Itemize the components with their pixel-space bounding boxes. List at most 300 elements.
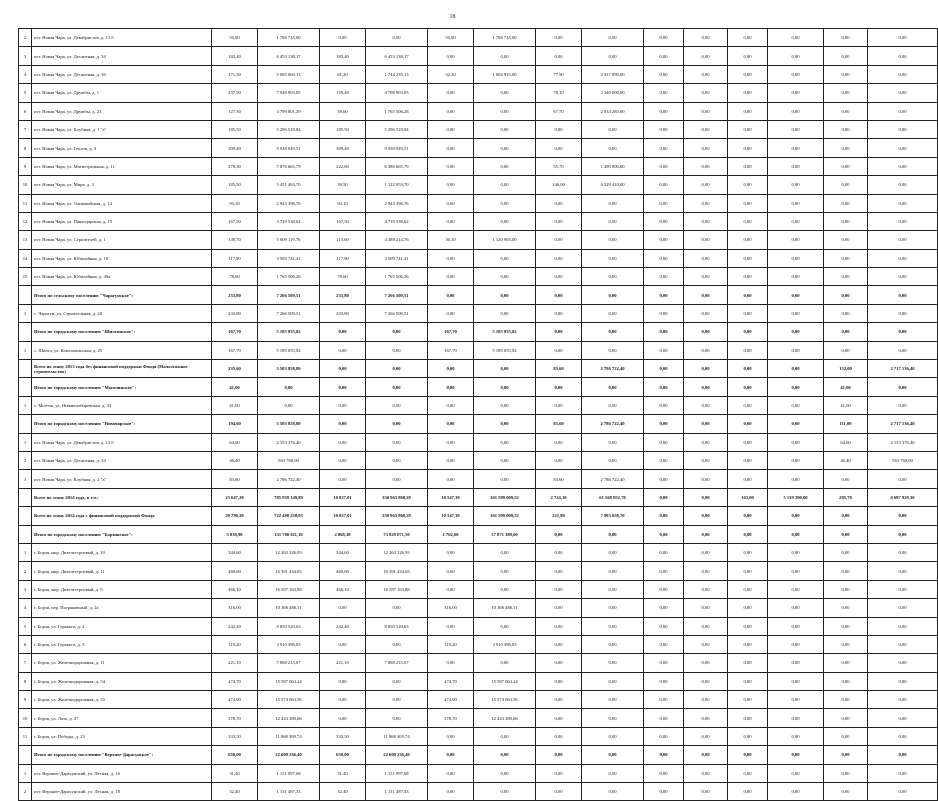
- value-cell: 0,00: [728, 231, 768, 249]
- value-cell: 0,00: [768, 360, 824, 378]
- table-row: [19, 268, 938, 286]
- value-cell: 0,00: [728, 746, 768, 764]
- value-cell: 0,00: [728, 507, 768, 525]
- value-cell: 0,00: [582, 323, 644, 341]
- value-cell: 0,00: [768, 433, 824, 451]
- value-cell: 378,70: [212, 709, 258, 727]
- value-cell: 0,00: [320, 341, 366, 359]
- value-cell: 46,40: [212, 451, 258, 469]
- value-cell: 0,00: [536, 727, 582, 745]
- value-cell: 0,00: [428, 249, 474, 267]
- value-cell: 0,00: [684, 709, 728, 727]
- address-cell: пгт. Новая Чара, ул. Десантная, д. 36: [32, 65, 212, 83]
- value-cell: 0,00: [728, 341, 768, 359]
- value-cell: 0,00: [684, 654, 728, 672]
- value-cell: 221,10: [212, 654, 258, 672]
- value-cell: 0,00: [258, 396, 320, 414]
- value-cell: 242,40: [212, 617, 258, 635]
- value-cell: 73 829 071,50: [366, 525, 428, 543]
- value-cell: 0,00: [536, 396, 582, 414]
- value-cell: 0,00: [684, 488, 728, 506]
- value-cell: 7 868 215,67: [258, 654, 320, 672]
- row-number: 6: [19, 635, 32, 653]
- value-cell: 0,00: [474, 378, 536, 396]
- value-cell: 10 547,39: [428, 488, 474, 506]
- value-cell: 0,00: [868, 580, 938, 598]
- value-cell: 0,00: [536, 525, 582, 543]
- value-cell: 0,00: [684, 415, 728, 433]
- table-row: [19, 194, 938, 212]
- value-cell: 0,00: [536, 194, 582, 212]
- value-cell: 0,00: [644, 691, 684, 709]
- value-cell: 10 547,39: [428, 507, 474, 525]
- value-cell: 344,60: [212, 543, 258, 561]
- value-cell: 0,00: [728, 286, 768, 304]
- value-cell: 0,00: [644, 360, 684, 378]
- total-label: Итого по городскому поселению "Шилгинское":: [32, 323, 212, 341]
- table-row: [19, 341, 938, 359]
- value-cell: 0,00: [728, 562, 768, 580]
- value-cell: 0,00: [428, 139, 474, 157]
- value-cell: 0,00: [684, 268, 728, 286]
- value-cell: 0,00: [582, 525, 644, 543]
- value-cell: 0,00: [644, 709, 684, 727]
- value-cell: 78,10: [536, 84, 582, 102]
- value-cell: 0,00: [824, 783, 868, 801]
- value-cell: 0,00: [824, 580, 868, 598]
- value-cell: 0,00: [684, 580, 728, 598]
- value-cell: 0,00: [824, 194, 868, 212]
- value-cell: 0,00: [582, 341, 644, 359]
- address-cell: пгт. Новая Чара, ул. Павлодарская, д. 15: [32, 212, 212, 230]
- value-cell: 185,50: [320, 120, 366, 138]
- value-cell: 0,00: [768, 120, 824, 138]
- value-cell: 222,80: [320, 157, 366, 175]
- value-cell: 0,00: [868, 709, 938, 727]
- table-row: [19, 451, 938, 469]
- value-cell: 4 719 538,62: [258, 212, 320, 230]
- total-row: [19, 507, 938, 525]
- value-cell: 0,00: [868, 65, 938, 83]
- value-cell: 0,00: [768, 783, 824, 801]
- value-cell: 0,00: [768, 102, 824, 120]
- value-cell: 2 786 722,40: [582, 360, 644, 378]
- value-cell: 0,00: [536, 599, 582, 617]
- value-cell: 0,00: [320, 599, 366, 617]
- row-number: 2: [19, 451, 32, 469]
- value-cell: 15 574 063,56: [474, 691, 536, 709]
- value-cell: 0,00: [582, 709, 644, 727]
- value-cell: 0,00: [728, 470, 768, 488]
- value-cell: 167,70: [212, 323, 258, 341]
- value-cell: 61,30: [320, 65, 366, 83]
- value-cell: 0,00: [536, 139, 582, 157]
- value-cell: 41,00: [212, 378, 258, 396]
- value-cell: 350 963 868,29: [366, 507, 428, 525]
- value-cell: 7 266 509,51: [366, 304, 428, 322]
- table-body: [19, 29, 938, 801]
- value-cell: 0,00: [728, 212, 768, 230]
- value-cell: 0,00: [868, 323, 938, 341]
- value-cell: 5 503 858,80: [258, 360, 320, 378]
- value-cell: 233,80: [320, 286, 366, 304]
- value-cell: 0,00: [582, 231, 644, 249]
- value-cell: 0,00: [366, 360, 428, 378]
- row-number: 5: [19, 617, 32, 635]
- value-cell: 0,00: [428, 360, 474, 378]
- value-cell: 31,40: [212, 764, 258, 782]
- value-cell: 185,50: [212, 176, 258, 194]
- value-cell: 0,00: [868, 525, 938, 543]
- value-cell: 0,00: [582, 433, 644, 451]
- value-cell: 0,00: [728, 176, 768, 194]
- address-cell: пгт. Новая Чара, ул. Олимпийская, д. 14: [32, 194, 212, 212]
- value-cell: 0,00: [684, 727, 728, 745]
- value-cell: 23 647,20: [212, 488, 258, 506]
- value-cell: 0,00: [582, 304, 644, 322]
- value-cell: 167,70: [428, 323, 474, 341]
- value-cell: 0,00: [868, 691, 938, 709]
- value-cell: 0,00: [536, 433, 582, 451]
- value-cell: 0,00: [728, 304, 768, 322]
- table-row: [19, 727, 938, 745]
- value-cell: 350 963 868,29: [366, 488, 428, 506]
- value-cell: 0,00: [684, 783, 728, 801]
- value-cell: 3 910 396,03: [474, 635, 536, 653]
- value-cell: 15 574 063,56: [258, 691, 320, 709]
- value-cell: 0,00: [428, 378, 474, 396]
- row-number: 6: [19, 102, 32, 120]
- value-cell: 119,20: [428, 635, 474, 653]
- value-cell: 64,60: [212, 433, 258, 451]
- value-cell: 0,00: [824, 764, 868, 782]
- value-cell: 0,00: [684, 378, 728, 396]
- value-cell: 0,00: [582, 672, 644, 690]
- row-number: 11: [19, 727, 32, 745]
- value-cell: 0,00: [868, 543, 938, 561]
- value-cell: 194,60: [212, 415, 258, 433]
- value-cell: 0,00: [366, 396, 428, 414]
- value-cell: 0,00: [868, 102, 938, 120]
- value-cell: 0,00: [320, 709, 366, 727]
- value-cell: 36,10: [428, 231, 474, 249]
- value-cell: 0,00: [582, 580, 644, 598]
- value-cell: 0,00: [824, 65, 868, 83]
- value-cell: 0,00: [536, 543, 582, 561]
- value-cell: 163,00: [728, 488, 768, 506]
- value-cell: 233,80: [212, 286, 258, 304]
- value-cell: 466,10: [212, 580, 258, 598]
- value-cell: 0,00: [536, 562, 582, 580]
- value-cell: 0,00: [728, 654, 768, 672]
- value-cell: 722 490 238,03: [258, 507, 320, 525]
- value-cell: 0,00: [868, 562, 938, 580]
- value-cell: 7 876 665,79: [258, 157, 320, 175]
- row-number: 4: [19, 599, 32, 617]
- value-cell: 0,00: [684, 507, 728, 525]
- value-cell: 22 609 236,40: [366, 746, 428, 764]
- value-cell: 0,00: [644, 29, 684, 47]
- value-cell: 0,00: [824, 341, 868, 359]
- total-row: [19, 746, 938, 764]
- value-cell: 0,00: [320, 415, 366, 433]
- value-cell: 0,00: [684, 65, 728, 83]
- table-row: [19, 65, 938, 83]
- value-cell: 3 910 396,03: [258, 635, 320, 653]
- value-cell: 0,00: [644, 672, 684, 690]
- value-cell: 0,00: [644, 47, 684, 65]
- value-cell: 5 085 060,13: [258, 65, 320, 83]
- value-cell: 0,00: [428, 84, 474, 102]
- value-cell: 0,00: [728, 47, 768, 65]
- value-cell: 0,00: [768, 507, 824, 525]
- value-cell: 1 765 506,26: [366, 268, 428, 286]
- value-cell: 0,00: [428, 617, 474, 635]
- value-cell: 0,00: [824, 139, 868, 157]
- value-cell: 0,00: [684, 176, 728, 194]
- value-cell: 0,00: [474, 727, 536, 745]
- value-cell: 1 131 487,33: [366, 783, 428, 801]
- value-cell: 0,00: [824, 212, 868, 230]
- total-label: Итого по городскому поселению "Новочарское":: [32, 415, 212, 433]
- row-number: 3: [19, 47, 32, 65]
- table-row: [19, 433, 938, 451]
- value-cell: 0,00: [536, 580, 582, 598]
- value-cell: 0,00: [644, 580, 684, 598]
- housing-program-table: [18, 28, 938, 801]
- value-cell: 0,00: [768, 29, 824, 47]
- row-number: 10: [19, 176, 32, 194]
- table-row: [19, 304, 938, 322]
- table-row: [19, 176, 938, 194]
- value-cell: 12 423 380,66: [258, 709, 320, 727]
- value-cell: 0,00: [728, 120, 768, 138]
- value-cell: 0,00: [768, 543, 824, 561]
- value-cell: 0,00: [644, 783, 684, 801]
- total-label: Всего по этапу 2014 года с финансовой поддержкой Фонда: [32, 507, 212, 525]
- value-cell: 0,00: [824, 543, 868, 561]
- value-cell: 67,70: [536, 102, 582, 120]
- value-cell: 0,00: [536, 268, 582, 286]
- value-cell: 0,00: [536, 451, 582, 469]
- value-cell: 0,00: [474, 562, 536, 580]
- value-cell: 7 893 658,70: [582, 507, 644, 525]
- address-cell: пгт. Новая Чара, ул. Декабристов, д. 13 б: [32, 29, 212, 47]
- value-cell: 0,00: [582, 691, 644, 709]
- value-cell: 0,00: [868, 212, 938, 230]
- value-cell: 0,00: [582, 543, 644, 561]
- value-cell: 0,00: [768, 727, 824, 745]
- value-cell: 64,60: [824, 433, 868, 451]
- value-cell: 0,00: [728, 268, 768, 286]
- value-cell: 0,00: [582, 268, 644, 286]
- value-cell: 16 587 163,88: [258, 580, 320, 598]
- value-cell: 0,00: [824, 120, 868, 138]
- total-row: [19, 378, 938, 396]
- value-cell: 0,00: [684, 249, 728, 267]
- value-cell: 167,50: [212, 212, 258, 230]
- value-cell: 0,00: [728, 157, 768, 175]
- value-cell: 0,00: [644, 727, 684, 745]
- row-number: 7: [19, 120, 32, 138]
- value-cell: 0,00: [768, 323, 824, 341]
- value-cell: 0,00: [474, 212, 536, 230]
- value-cell: 0,00: [684, 29, 728, 47]
- address-cell: г. Борзя, ул. Железнодорожная, д. 11: [32, 654, 212, 672]
- value-cell: 3 830,90: [212, 525, 258, 543]
- value-cell: 2 068,30: [320, 525, 366, 543]
- value-cell: 7 266 509,51: [258, 286, 320, 304]
- value-cell: 0,00: [644, 543, 684, 561]
- value-cell: 5 185 055,02: [474, 341, 536, 359]
- value-cell: 0,00: [582, 599, 644, 617]
- value-cell: 5 185 055,02: [258, 341, 320, 359]
- value-cell: 316,00: [212, 599, 258, 617]
- value-cell: 278,30: [212, 157, 258, 175]
- value-cell: 10 027,01: [320, 488, 366, 506]
- row-number: [19, 415, 32, 433]
- value-cell: 39,50: [320, 176, 366, 194]
- address-cell: пгт. Новая Чара, ул. Магистральная, д. 11: [32, 157, 212, 175]
- address-cell: пгт. Новая Чара, ул. Декабристов, д. 13 б: [32, 433, 212, 451]
- value-cell: 10 027,01: [320, 507, 366, 525]
- value-cell: 0,00: [684, 433, 728, 451]
- value-cell: 0,00: [728, 672, 768, 690]
- value-cell: 0,00: [428, 433, 474, 451]
- value-cell: 0,00: [684, 635, 728, 653]
- value-cell: 152,00: [824, 360, 868, 378]
- row-number: 9: [19, 691, 32, 709]
- value-cell: 0,00: [824, 84, 868, 102]
- value-cell: 0,00: [536, 709, 582, 727]
- total-row: [19, 323, 938, 341]
- value-cell: 0,00: [868, 783, 938, 801]
- value-cell: 0,00: [728, 29, 768, 47]
- value-cell: 2 717 136,40: [868, 360, 938, 378]
- value-cell: 0,00: [428, 746, 474, 764]
- value-cell: 0,00: [824, 599, 868, 617]
- value-cell: 1 765 506,28: [366, 102, 428, 120]
- value-cell: 2 943 396,76: [258, 194, 320, 212]
- value-cell: 167,70: [212, 341, 258, 359]
- table-row: [19, 249, 938, 267]
- table-row: [19, 562, 938, 580]
- address-cell: пгт. Верхнее-Дарасунский, ул. Лесная, д. 18: [32, 783, 212, 801]
- value-cell: 0,00: [428, 286, 474, 304]
- value-cell: 0,00: [684, 451, 728, 469]
- value-cell: 5 451 463,70: [258, 176, 320, 194]
- value-cell: 0,00: [644, 635, 684, 653]
- value-cell: 0,00: [582, 764, 644, 782]
- value-cell: 0,00: [320, 691, 366, 709]
- value-cell: 0,00: [824, 249, 868, 267]
- table-row: [19, 47, 938, 65]
- value-cell: 16 587 163,88: [366, 580, 428, 598]
- value-cell: 0,00: [728, 65, 768, 83]
- value-cell: 0,00: [644, 396, 684, 414]
- address-cell: с. Могоча, ул. Нижнеилбиревская, д. 33: [32, 396, 212, 414]
- value-cell: 0,00: [428, 654, 474, 672]
- value-cell: 0,00: [684, 84, 728, 102]
- value-cell: 1 765 506,26: [258, 268, 320, 286]
- row-number: [19, 378, 32, 396]
- value-cell: 0,00: [684, 341, 728, 359]
- row-number: 2: [19, 29, 32, 47]
- value-cell: 16 391 434,65: [258, 562, 320, 580]
- value-cell: 0,00: [824, 304, 868, 322]
- value-cell: 2 786 722,40: [258, 470, 320, 488]
- value-cell: 0,00: [474, 139, 536, 157]
- table-row: [19, 84, 938, 102]
- value-cell: 0,00: [582, 746, 644, 764]
- value-cell: 0,00: [366, 378, 428, 396]
- value-cell: 0,00: [536, 286, 582, 304]
- table-row: [19, 783, 938, 801]
- value-cell: 333,50: [212, 727, 258, 745]
- value-cell: 0,00: [474, 543, 536, 561]
- table-row: [19, 543, 938, 561]
- value-cell: 2 340 000,00: [582, 84, 644, 102]
- value-cell: 0,00: [366, 433, 428, 451]
- value-cell: 0,00: [768, 691, 824, 709]
- value-cell: 0,00: [768, 746, 824, 764]
- value-cell: 0,00: [536, 783, 582, 801]
- value-cell: 7 048 903,05: [258, 84, 320, 102]
- value-cell: 0,00: [366, 341, 428, 359]
- row-number: 1: [19, 304, 32, 322]
- value-cell: 0,00: [644, 212, 684, 230]
- value-cell: 563 760,00: [258, 451, 320, 469]
- value-cell: 0,00: [868, 727, 938, 745]
- value-cell: 0,00: [768, 451, 824, 469]
- value-cell: 78,60: [212, 268, 258, 286]
- value-cell: 61 568 952,78: [582, 488, 644, 506]
- value-cell: 0,00: [868, 599, 938, 617]
- row-number: 1: [19, 341, 32, 359]
- value-cell: 0,00: [824, 672, 868, 690]
- value-cell: 0,00: [824, 617, 868, 635]
- value-cell: 0,00: [868, 635, 938, 653]
- value-cell: 0,00: [320, 378, 366, 396]
- value-cell: 0,00: [768, 764, 824, 782]
- value-cell: 0,00: [824, 231, 868, 249]
- total-label: Итого по городскому поселению "Могочинское":: [32, 378, 212, 396]
- value-cell: 0,00: [474, 580, 536, 598]
- value-cell: 0,00: [582, 783, 644, 801]
- row-number: 1: [19, 396, 32, 414]
- value-cell: 0,00: [474, 102, 536, 120]
- value-cell: 0,00: [536, 617, 582, 635]
- value-cell: 117,90: [212, 249, 258, 267]
- value-cell: 0,00: [728, 102, 768, 120]
- value-cell: 0,00: [728, 543, 768, 561]
- value-cell: 1 120 905,00: [474, 231, 536, 249]
- value-cell: 0,00: [768, 654, 824, 672]
- value-cell: 0,00: [644, 378, 684, 396]
- value-cell: 0,00: [684, 139, 728, 157]
- value-cell: 119,20: [212, 635, 258, 653]
- value-cell: 0,00: [582, 212, 644, 230]
- value-cell: 83,60: [536, 415, 582, 433]
- value-cell: 0,00: [536, 746, 582, 764]
- value-cell: 0,00: [474, 764, 536, 782]
- value-cell: 0,00: [644, 562, 684, 580]
- value-cell: 0,00: [474, 304, 536, 322]
- row-number: 1: [19, 543, 32, 561]
- value-cell: 1 762,60: [428, 525, 474, 543]
- value-cell: 0,00: [868, 396, 938, 414]
- table-row: [19, 580, 938, 598]
